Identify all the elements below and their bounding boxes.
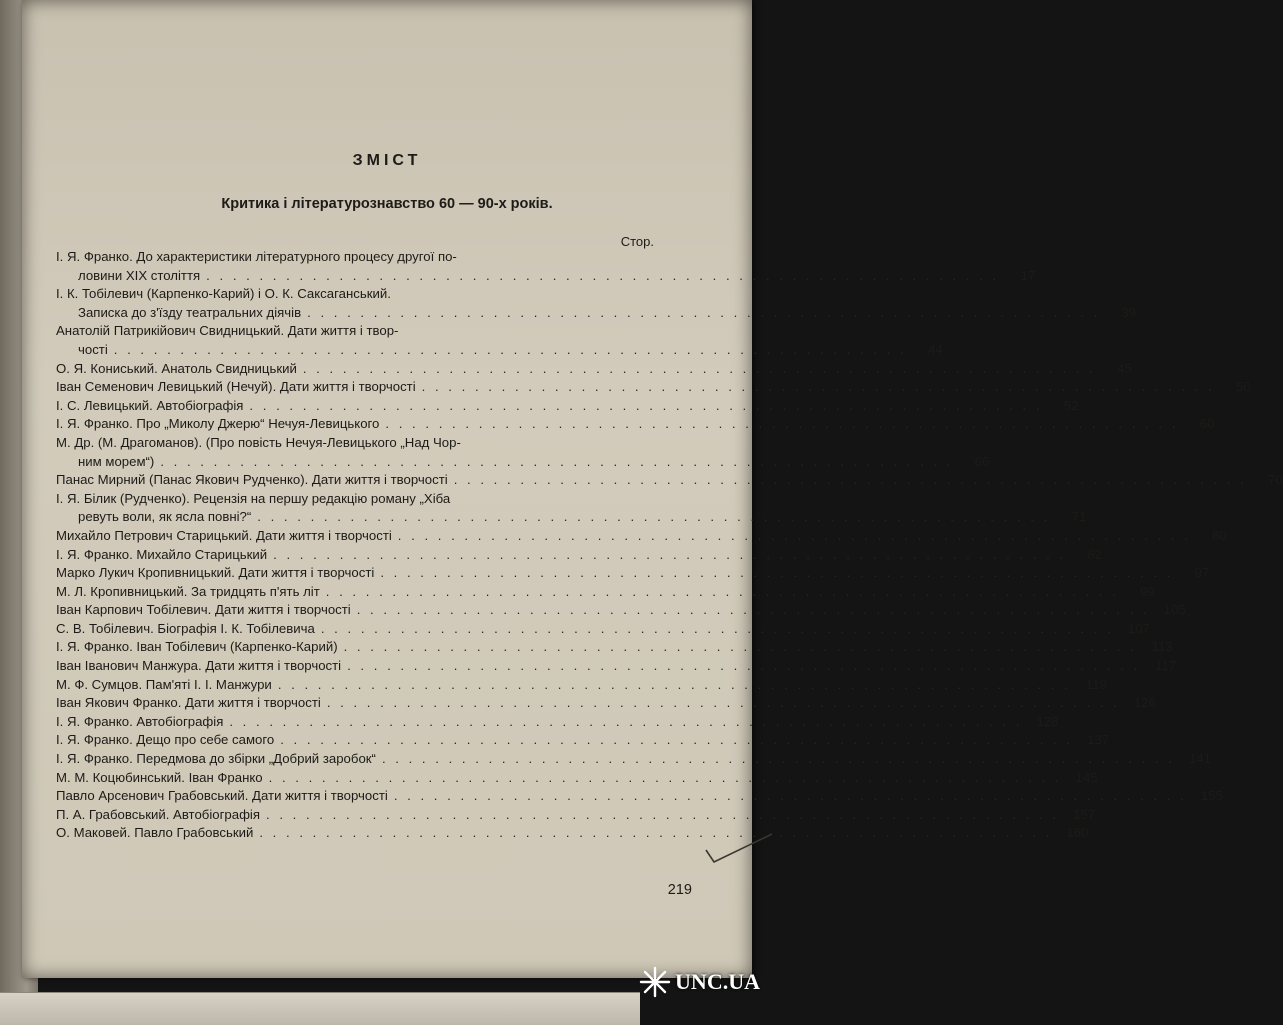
- toc-entry-title: М. М. Коцюбинський. Іван Франко: [56, 769, 263, 785]
- toc-entry-page: 113: [1151, 639, 1173, 655]
- dot-leader: [347, 657, 1140, 676]
- toc-entry-title: ревуть воли, як ясла повні?“: [78, 509, 252, 525]
- toc-entry-title: І. Я. Франко. До характеристики літературного процесу другої по-: [56, 249, 457, 264]
- toc-entry: [56, 527, 1227, 546]
- watermark-text: UNC.UA: [675, 969, 760, 994]
- toc-entry-page: 45: [1117, 360, 1132, 376]
- toc-entry-page: 80: [1212, 527, 1227, 543]
- dot-leader: [257, 508, 1050, 527]
- toc-entry-title: І. К. Тобілевич (Карпенко-Карий) і О. К. Саксаганський.: [56, 286, 391, 302]
- toc-entry: [56, 620, 1150, 639]
- toc-entry: [56, 601, 1186, 620]
- toc-entry-title: Іван Іванович Манжура. Дати життя і творчості: [56, 658, 342, 674]
- book-page: [22, 0, 1283, 978]
- toc-entry: [56, 657, 1177, 676]
- toc-entry: [56, 638, 1173, 657]
- toc-entry-page: 50: [1236, 379, 1251, 395]
- dot-leader: [303, 360, 1096, 379]
- dot-leader: [454, 471, 1247, 490]
- toc-entry: [56, 824, 1089, 843]
- toc-entry-page: 39: [1121, 304, 1137, 320]
- toc-entry: [56, 750, 1211, 769]
- toc-entry-page: 66: [974, 453, 990, 469]
- dot-leader: [382, 750, 1175, 769]
- dot-leader: [326, 583, 1119, 602]
- dot-leader: [269, 769, 1062, 788]
- dot-leader: [357, 601, 1150, 620]
- toc-entry: [56, 397, 1079, 416]
- dot-leader: [398, 527, 1191, 546]
- dot-leader: [394, 787, 1187, 806]
- toc-entry: [56, 676, 1107, 695]
- toc-entry: [56, 248, 1036, 285]
- dot-leader: [327, 694, 1120, 713]
- pages-column-header: Стор.: [620, 234, 654, 249]
- toc-entry-title: Павло Арсенович Грабовський. Дати життя і творчості: [56, 788, 388, 804]
- toc-entry-title: О. Я. Кониський. Анатоль Свидницький: [56, 360, 297, 376]
- toc-entry-page: 60: [1199, 416, 1215, 432]
- toc-entry-title: І. Я. Франко. Дещо про себе самого: [56, 732, 275, 748]
- page-title: ЗМІСТ: [352, 152, 422, 169]
- star-logo-icon: [639, 966, 671, 998]
- toc-entry-page: 107: [1127, 620, 1150, 636]
- toc-entry: [56, 713, 1059, 732]
- toc-entry-title: О. Маковей. Павло Грабовський: [56, 825, 254, 841]
- dot-leader: [380, 564, 1173, 583]
- toc-entry-page: 70: [1268, 472, 1283, 488]
- toc-entry-page: 141: [1188, 751, 1211, 767]
- dot-leader: [114, 341, 907, 360]
- toc-entry: [56, 806, 1096, 825]
- toc-entry-page: 145: [1075, 769, 1098, 785]
- toc-entry: [56, 434, 990, 471]
- ruler: [0, 992, 640, 1025]
- toc-entry-title: ним морем“): [78, 453, 155, 469]
- dot-leader: [206, 267, 999, 286]
- toc-entry: [56, 322, 943, 359]
- toc-entry-title: І. Я. Франко. Автобіографія: [56, 713, 224, 729]
- toc-entry: [56, 694, 1156, 713]
- toc-entry-title: Михайло Петрович Старицький. Дати життя і творчості: [56, 527, 392, 543]
- toc-entry: [56, 769, 1098, 788]
- toc-entry-page: 119: [1085, 676, 1107, 692]
- toc-entry: [56, 583, 1155, 602]
- toc-entry-title: І. Я. Франко. Про „Миколу Джерю“ Нечуя-Левицького: [56, 416, 380, 432]
- toc-entry: [56, 360, 1132, 379]
- toc-entry-page: 52: [1063, 397, 1079, 413]
- toc-entry-title: М. Др. (М. Драгоманов). (Про повість Нечуя-Левицького „Над Чор-: [56, 434, 461, 450]
- toc-entry-page: 128: [1036, 713, 1059, 729]
- toc-entry: [56, 471, 1283, 490]
- dot-leader: [259, 824, 1052, 843]
- dot-leader: [273, 546, 1066, 565]
- toc-entry-title: С. В. Тобілевич. Біографія І. К. Тобілевича: [56, 620, 315, 636]
- dot-leader: [344, 638, 1137, 657]
- toc-entry: [56, 490, 1087, 527]
- toc-entry: [56, 546, 1103, 565]
- toc-entry-page: 157: [1073, 806, 1096, 822]
- dot-leader: [422, 378, 1215, 397]
- toc-entry-page: 17: [1020, 267, 1036, 283]
- toc-entry-title: Іван Якович Франко. Дати життя і творчості: [56, 695, 321, 711]
- dot-leader: [307, 304, 1100, 323]
- dot-leader: [229, 713, 1022, 732]
- dot-leader: [266, 806, 1059, 825]
- toc-entry-title: Марко Лукич Кропивницький. Дати життя і творчості: [56, 565, 375, 581]
- toc-entry-page: 105: [1163, 602, 1186, 618]
- dot-leader: [385, 415, 1178, 434]
- page-number: 219: [667, 882, 692, 898]
- toc-entry-page: 97: [1194, 565, 1210, 581]
- toc-entry-title: чості: [78, 341, 108, 357]
- toc-entry-title: Іван Карпович Тобілевич. Дати життя і творчості: [56, 602, 351, 618]
- toc-entry-title: Іван Семенович Левицький (Нечуй). Дати життя і творчості: [56, 379, 416, 395]
- dot-leader: [280, 731, 1073, 750]
- toc-entry-page: 117: [1155, 658, 1177, 674]
- toc-entry: [56, 415, 1215, 434]
- table-of-contents: [56, 248, 1283, 843]
- toc-entry: [56, 564, 1210, 583]
- toc-entry: [56, 731, 1110, 750]
- toc-entry-title: Записка до з'їзду театральних діячів: [78, 304, 302, 320]
- toc-entry-title: І. Я. Франко. Іван Тобілевич (Карпенко-Карий): [56, 639, 338, 655]
- toc-entry: [56, 378, 1251, 397]
- toc-entry-page: 160: [1066, 825, 1089, 841]
- toc-entry-page: 126: [1133, 695, 1156, 711]
- toc-entry-title: І. Я. Білик (Рудченко). Рецензія на першу редакцію роману „Хіба: [56, 490, 451, 506]
- toc-entry-page: 82: [1087, 546, 1103, 562]
- toc-entry-title: І. Я. Франко. Передмова до збірки „Добрий заробок“: [56, 751, 376, 767]
- dot-leader: [249, 397, 1042, 416]
- dot-leader: [278, 676, 1071, 695]
- watermark: [639, 966, 760, 998]
- toc-entry: [56, 787, 1223, 806]
- toc-entry-title: Анатолій Патрикійович Свидницький. Дати життя і твор-: [56, 323, 399, 339]
- toc-entry-title: П. А. Грабовський. Автобіографія: [56, 806, 260, 822]
- dot-leader: [321, 620, 1114, 639]
- pencil-checkmark-icon: [704, 828, 774, 868]
- toc-entry: [56, 285, 1137, 322]
- dot-leader: [160, 453, 953, 472]
- toc-entry-page: 44: [928, 341, 943, 357]
- section-heading: Критика і літературознавство 60 — 90-х років.: [221, 196, 553, 212]
- toc-entry-title: М. Л. Кропивницький. За тридцять п'ять літ: [56, 583, 320, 599]
- toc-entry-page: 137: [1087, 732, 1110, 748]
- toc-entry-title: І. С. Левицький. Автобіографія: [56, 397, 244, 413]
- toc-entry-page: 71: [1071, 509, 1087, 525]
- toc-entry-title: М. Ф. Сумцов. Пам'яті І. І. Манжури: [56, 676, 272, 692]
- toc-entry-title: ловини XIX століття: [78, 267, 201, 283]
- toc-entry-title: Панас Мирний (Панас Якович Рудченко). Дати життя і творчості: [56, 472, 448, 488]
- toc-entry-page: 155: [1200, 788, 1223, 804]
- toc-entry-page: 99: [1140, 583, 1155, 599]
- toc-entry-title: І. Я. Франко. Михайло Старицький: [56, 546, 268, 562]
